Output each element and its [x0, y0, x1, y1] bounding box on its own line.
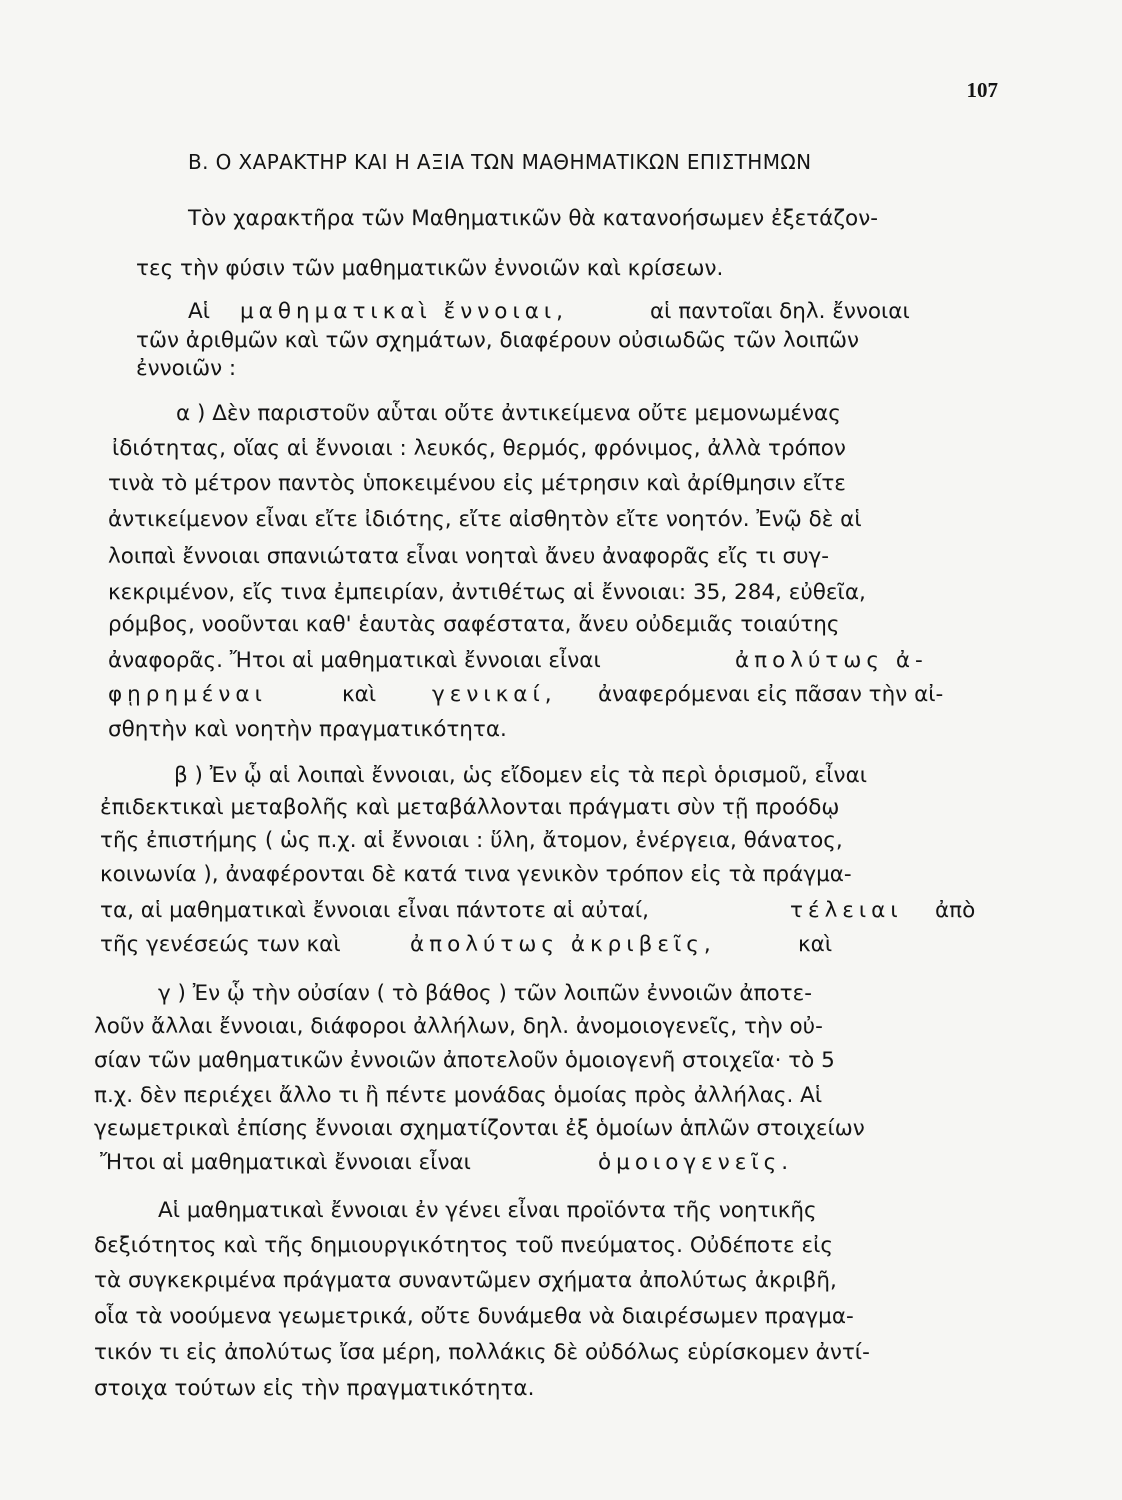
text-line: λοιπαὶ ἔννοιαι σπανιώτατα εἶναι νοηταὶ ἄνευ ἀναφορᾶς εἴς τι συγ- — [108, 544, 830, 569]
text-line: δεξιότητος καὶ τῆς δημιουργικότητος τοῦ πνεύματος. Οὐδέποτε εἰς — [94, 1233, 833, 1258]
emphasis-term: τέλειαι — [790, 898, 903, 923]
text-line: ἀντικείμενον εἶναι εἴτε ἰδιότης, εἴτε αἰσθητὸν εἴτε νοητόν. Ἐνῷ δὲ αἱ — [108, 507, 862, 532]
text-line: ἀναφορᾶς. Ἤτοι αἱ μαθηματικαὶ ἔννοιαι εἶναι — [108, 648, 601, 673]
text-line: τες τὴν φύσιν τῶν μαθηματικῶν ἐννοιῶν καὶ κρίσεων. — [136, 256, 724, 281]
text-line: καὶ — [798, 932, 833, 957]
text-line: Αἱ μαθηματικαὶ ἔννοιαι ἐν γένει εἶναι προϊόντα τῆς νοητικῆς — [158, 1198, 817, 1223]
text-line: τα, αἱ μαθηματικαὶ ἔννοιαι εἶναι πάντοτε αἱ αὐταί, — [100, 898, 650, 923]
text-line: γ ) Ἐν ᾧ τὴν οὐσίαν ( τὸ βάθος ) τῶν λοιπῶν ἐννοιῶν ἀποτε- — [158, 981, 812, 1006]
text-line: ἰδιότητας, οἵας αἱ ἔννοιαι : λευκός, θερμός, φρόνιμος, ἀλλὰ τρόπον — [112, 436, 846, 461]
emphasis-term: φῃρημέναι — [108, 682, 267, 707]
text-line: ἐπιδεκτικαὶ μεταβολῆς καὶ μεταβάλλονται πράγματι σὺν τῇ προόδῳ — [100, 795, 840, 820]
emphasis-term: ἀπολύτως ἀ- — [735, 648, 928, 673]
emphasis-term: γενικαί, — [432, 682, 557, 707]
text-line: γεωμετρικαὶ ἐπίσης ἔννοιαι σχηματίζονται ἐξ ὁμοίων ἁπλῶν στοιχείων — [94, 1116, 865, 1141]
text-line: β ) Ἐν ᾧ αἱ λοιπαὶ ἔννοιαι, ὡς εἴδομεν εἰς τὰ περὶ ὁρισμοῦ, εἶναι — [174, 763, 868, 788]
text-line: π.χ. δὲν περιέχει ἄλλο τι ἢ πέντε μονάδας ὁμοίας πρὸς ἀλλήλας. Αἱ — [94, 1083, 823, 1108]
text-line: λοῦν ἄλλαι ἔννοιαι, διάφοροι ἀλλήλων, δηλ. ἀνομοιογενεῖς, τὴν οὐ- — [94, 1014, 823, 1039]
text-line: τῆς γενέσεώς των καὶ — [100, 932, 341, 957]
emphasis-term: ὁμοιογενεῖς. — [598, 1150, 794, 1175]
text-line: Αἱ — [188, 299, 210, 324]
text-line: τὰ συγκεκριμένα πράγματα συναντῶμεν σχήματα ἀπολύτως ἀκριβῆ, — [94, 1268, 837, 1293]
text-line: καὶ — [342, 682, 377, 707]
section-heading: Β. Ο ΧΑΡΑΚΤΗΡ ΚΑΙ Η ΑΞΙΑ ΤΩΝ ΜΑΘΗΜΑΤΙΚΩΝ ΕΠΙΣΤΗΜΩΝ — [188, 150, 812, 174]
text-line: τῶν ἀριθμῶν καὶ τῶν σχημάτων, διαφέρουν οὐσιωδῶς τῶν λοιπῶν — [136, 328, 859, 353]
text-line: ρόμβος, νοοῦνται καθ' ἑαυτὰς σαφέστατα, ἄνευ οὐδεμιᾶς τοιαύτης — [108, 612, 840, 637]
text-line: σίαν τῶν μαθηματικῶν ἐννοιῶν ἀποτελοῦν ὁμοιογενῆ στοιχεῖα· τὸ 5 — [94, 1048, 835, 1073]
text-line: κεκριμένον, εἴς τινα ἐμπειρίαν, ἀντιθέτως αἱ ἔννοιαι: 35, 284, εὐθεῖα, — [108, 580, 866, 605]
text-line: α ) Δὲν παριστοῦν αὗται οὔτε ἀντικείμενα οὔτε μεμονωμένας — [176, 401, 841, 426]
text-line: σθητὴν καὶ νοητὴν πραγματικότητα. — [108, 717, 507, 742]
emphasis-term: ἀπολύτως ἀκριβεῖς, — [410, 932, 716, 957]
emphasis-term: μαθηματικαὶ ἔννοιαι, — [240, 299, 569, 324]
text-line: ἀναφερόμεναι εἰς πᾶσαν τὴν αἰ- — [598, 682, 944, 707]
text-line: τικόν τι εἰς ἀπολύτως ἴσα μέρη, πολλάκις δὲ οὐδόλως εὑρίσκομεν ἀντί- — [94, 1340, 870, 1365]
text-line: οἷα τὰ νοούμενα γεωμετρικά, οὔτε δυνάμεθα νὰ διαιρέσωμεν πραγμα- — [94, 1304, 854, 1329]
text-line: τινὰ τὸ μέτρον παντὸς ὑποκειμένου εἰς μέτρησιν καὶ ἀρίθμησιν εἴτε — [108, 471, 846, 496]
text-line: τῆς ἐπιστήμης ( ὡς π.χ. αἱ ἔννοιαι : ὕλη, ἄτομον, ἐνέργεια, θάνατος, — [100, 828, 843, 853]
text-line: κοινωνία ), ἀναφέρονται δὲ κατά τινα γενικὸν τρόπον εἰς τὰ πράγμα- — [100, 862, 852, 887]
text-line: Τὸν χαρακτῆρα τῶν Μαθηματικῶν θὰ κατανοήσωμεν ἐξετάζον- — [188, 206, 878, 231]
text-line: ἐννοιῶν : — [136, 356, 237, 381]
page-number: 107 — [966, 78, 998, 102]
text-line: ἀπὸ — [935, 898, 976, 923]
text-line: αἱ παντοῖαι δηλ. ἔννοιαι — [650, 299, 910, 324]
text-line: στοιχα τούτων εἰς τὴν πραγματικότητα. — [94, 1376, 535, 1401]
text-line: Ἤτοι αἱ μαθηματικαὶ ἔννοιαι εἶναι — [100, 1150, 471, 1175]
